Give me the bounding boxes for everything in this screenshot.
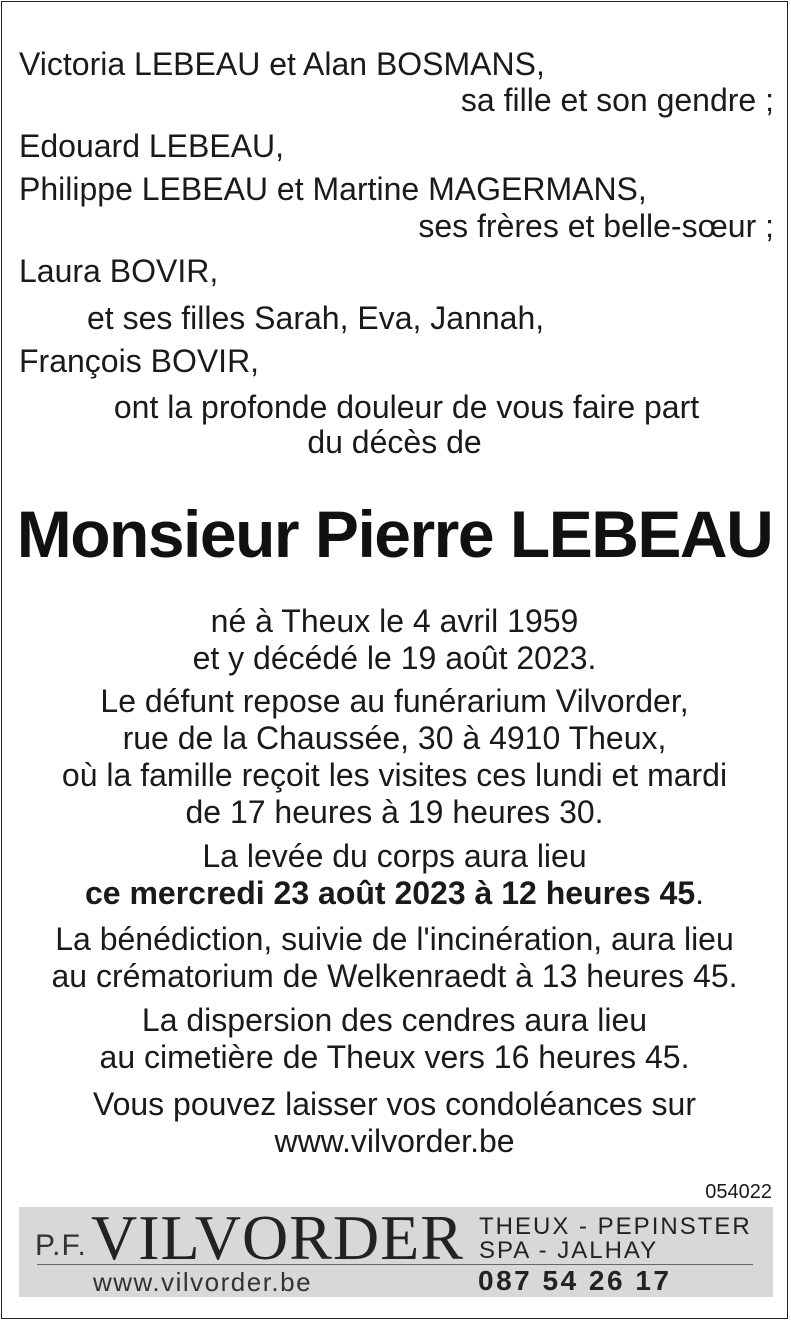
benediction-line-1: La bénédiction, suivie de l'incinération, aura lieu xyxy=(55,921,734,957)
family-line-1: Victoria LEBEAU et Alan BOSMANS, xyxy=(19,46,545,82)
family-line-2: sa fille et son gendre ; xyxy=(460,82,774,118)
repose-line-4: de 17 heures à 19 heures 30. xyxy=(185,794,604,830)
announcement-line-2: du décès de xyxy=(307,424,482,460)
levee-datetime: ce mercredi 23 août 2023 à 12 heures 45 xyxy=(84,875,696,911)
death-line: et y décédé le 19 août 2023. xyxy=(192,640,597,676)
funeral-home-banner xyxy=(19,1202,773,1297)
deceased-name: Monsieur Pierre LEBEAU xyxy=(16,497,773,571)
banner-locations-2: SPA - JALHAY xyxy=(479,1237,659,1264)
levee-line-2 xyxy=(0,875,789,911)
family-line-4: Philippe LEBEAU et Martine MAGERMANS, xyxy=(19,171,647,207)
family-line-8: François BOVIR, xyxy=(19,343,260,379)
condolences-url: www.vilvorder.be xyxy=(274,1123,515,1159)
banner-phone: 087 54 26 17 xyxy=(478,1265,672,1296)
repose-line-3: où la famille reçoit les visites ces lundi et mardi xyxy=(61,757,728,793)
repose-line-2: rue de la Chaussée, 30 à 4910 Theux, xyxy=(122,720,667,756)
family-line-6: Laura BOVIR, xyxy=(19,253,219,289)
family-line-7: et ses filles Sarah, Eva, Jannah, xyxy=(87,300,545,336)
banner-prefix: P.F. xyxy=(35,1229,87,1262)
banner-website: www.vilvorder.be xyxy=(93,1267,313,1297)
family-line-5: ses frères et belle-sœur ; xyxy=(418,208,774,244)
condolences-line-1: Vous pouvez laisser vos condoléances sur xyxy=(92,1086,696,1122)
levee-line-1: La levée du corps aura lieu xyxy=(202,838,587,874)
banner-locations-1: THEUX - PEPINSTER xyxy=(479,1213,752,1240)
dispersion-line-2: au cimetière de Theux vers 16 heures 45. xyxy=(99,1039,690,1075)
dispersion-line-1: La dispersion des cendres aura lieu xyxy=(141,1002,648,1038)
funeral-home-logo: VILVORDER xyxy=(91,1202,464,1273)
repose-line-1: Le défunt repose au funérarium Vilvorder, xyxy=(100,683,689,719)
benediction-line-2: au crématorium de Welkenraedt à 13 heures 45. xyxy=(51,958,738,994)
levee-period: . xyxy=(695,875,705,911)
birth-line: né à Theux le 4 avril 1959 xyxy=(210,603,579,639)
announcement-line-1: ont la profonde douleur de vous faire part xyxy=(113,389,700,425)
family-line-3: Edouard LEBEAU, xyxy=(19,128,285,164)
reference-number: 054022 xyxy=(705,1181,772,1203)
